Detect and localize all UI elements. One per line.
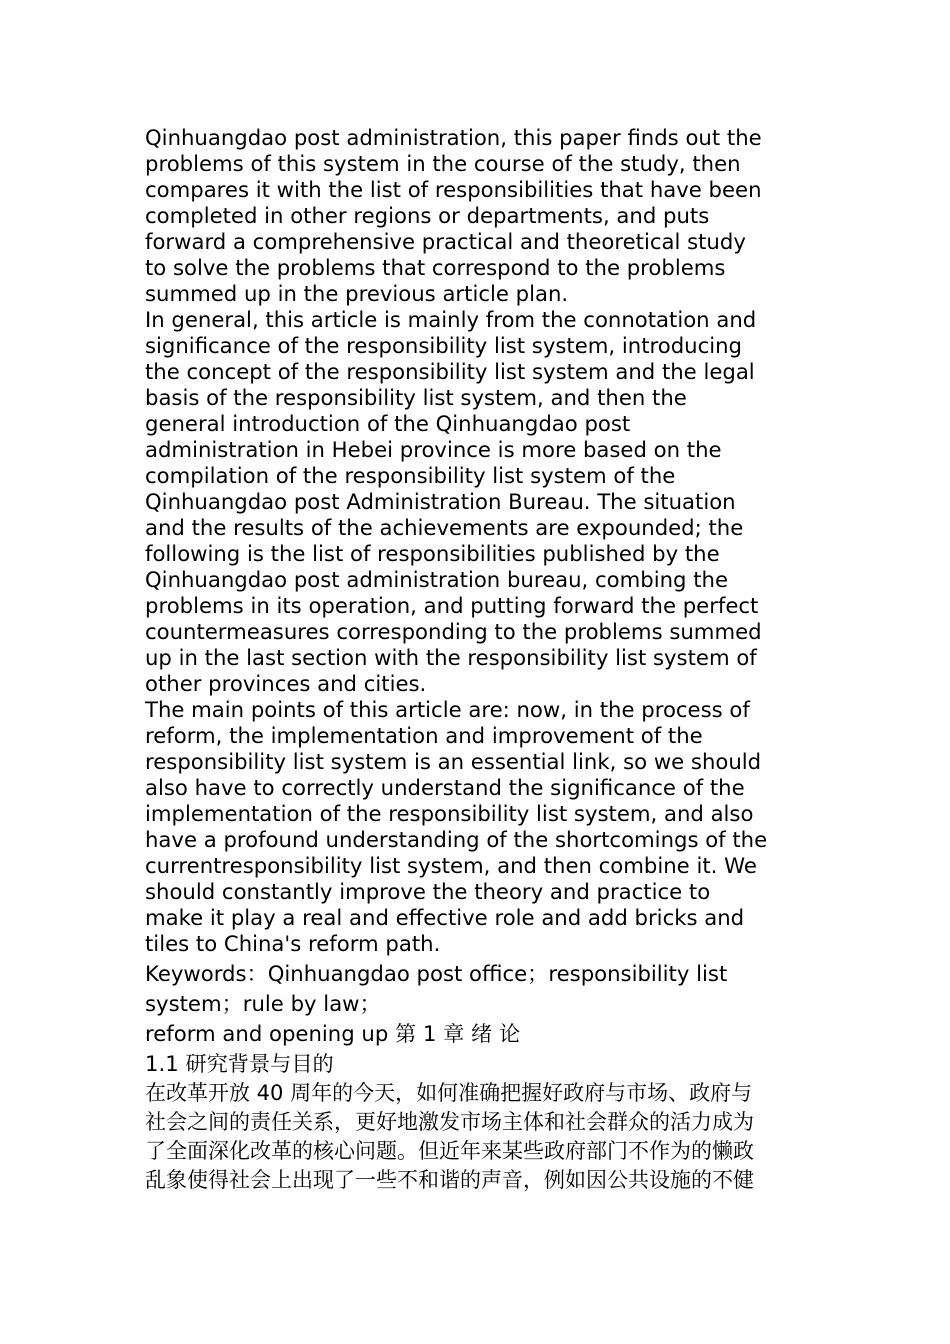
- text-line: completed in other regions or departments, and puts: [145, 203, 710, 228]
- text-line: currentresponsibility list system, and then combine it. We: [145, 853, 757, 878]
- text-line: forward a comprehensive practical and theoretical study: [145, 229, 746, 254]
- chinese-paragraph: [145, 1079, 810, 1195]
- text-line: have a profound understanding of the shortcomings of the: [145, 827, 768, 852]
- abstract-paragraph-2: [145, 307, 810, 697]
- text-line: compilation of the responsibility list system of the: [145, 463, 676, 488]
- text-line: responsibility list system is an essential link, so we should: [145, 749, 762, 774]
- text-line: In general, this article is mainly from the connotation and: [145, 307, 757, 332]
- text-line: compares it with the list of responsibilities that have been: [145, 177, 762, 202]
- chapter-title-line: reform and opening up 第 1 章 绪 论: [145, 1021, 521, 1046]
- keywords-block: [145, 959, 810, 1049]
- text-line: up in the last section with the responsibility list system of: [145, 645, 757, 670]
- text-line: The main points of this article are: now, in the process of: [145, 697, 750, 722]
- text-line: Qinhuangdao post Administration Bureau. The situation: [145, 489, 736, 514]
- text-line: administration in Hebei province is more based on the: [145, 437, 722, 462]
- text-line: general introduction of the Qinhuangdao post: [145, 411, 631, 436]
- abstract-paragraph-3: [145, 697, 810, 957]
- keywords-line: system；rule by law；: [145, 991, 381, 1016]
- keywords-line: Keywords：Qinhuangdao post office；responsibility list: [145, 961, 728, 986]
- text-line: 在改革开放 40 周年的今天，如何准确把握好政府与市场、政府与: [145, 1081, 753, 1105]
- section-heading: 1.1 研究背景与目的: [145, 1051, 334, 1076]
- text-line: other provinces and cities.: [145, 671, 427, 696]
- text-line: and the results of the achievements are expounded; the: [145, 515, 744, 540]
- text-line: 社会之间的责任关系，更好地激发市场主体和社会群众的活力成为: [145, 1110, 754, 1134]
- text-line: the concept of the responsibility list system and the legal: [145, 359, 755, 384]
- text-line: to solve the problems that correspond to the problems: [145, 255, 726, 280]
- text-line: problems in its operation, and putting forward the perfect: [145, 593, 759, 618]
- text-line: problems of this system in the course of the study, then: [145, 151, 741, 176]
- text-line: countermeasures corresponding to the problems summed: [145, 619, 762, 644]
- text-line: should constantly improve the theory and practice to: [145, 879, 711, 904]
- text-line: 了全面深化改革的核心问题。但近年来某些政府部门不作为的懒政: [145, 1139, 754, 1163]
- text-line: summed up in the previous article plan.: [145, 281, 569, 306]
- text-line: basis of the responsibility list system, and then the: [145, 385, 687, 410]
- text-line: 乱象使得社会上出现了一些不和谐的声音，例如因公共设施的不健: [145, 1168, 754, 1192]
- text-line: also have to correctly understand the significance of the: [145, 775, 745, 800]
- text-line: tiles to China's reform path.: [145, 931, 441, 956]
- text-line: Qinhuangdao post administration bureau, combing the: [145, 567, 728, 592]
- text-line: Qinhuangdao post administration, this paper finds out the: [145, 125, 762, 150]
- document-page: [145, 125, 810, 1195]
- text-line: make it play a real and effective role and add bricks and: [145, 905, 745, 930]
- text-line: reform, the implementation and improvement of the: [145, 723, 703, 748]
- text-line: significance of the responsibility list system, introducing: [145, 333, 742, 358]
- text-line: following is the list of responsibilities published by the: [145, 541, 720, 566]
- text-line: implementation of the responsibility list system, and also: [145, 801, 754, 826]
- abstract-paragraph-1: [145, 125, 810, 307]
